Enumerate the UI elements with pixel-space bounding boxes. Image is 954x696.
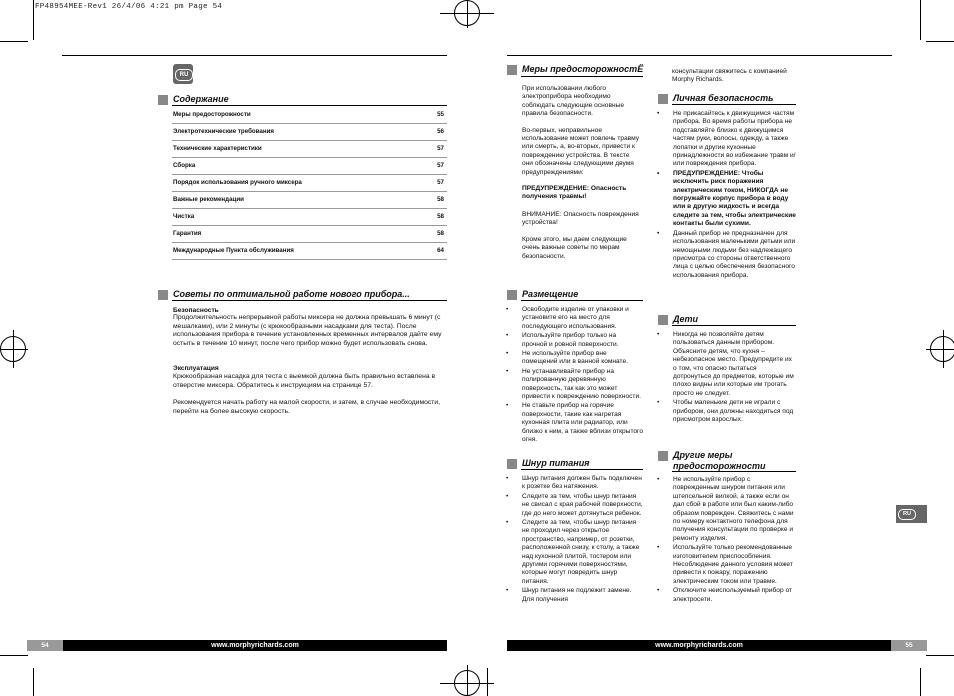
other-section-header <box>658 450 783 472</box>
page-number: 55 <box>891 640 927 651</box>
website-link[interactable]: www.morphyrichards.com <box>655 642 743 649</box>
crop-mark <box>33 0 34 40</box>
list-item: • Не прикасайтесь к движущимся частям прибора. Во время работы прибора не подставляйте близко к движущимся частям руки, волосы, одежду, а также лопатки и другие кухонные принадлежности во избежание травм и/или повреждения прибора. <box>657 110 796 169</box>
toc-label: Технические характеристики <box>173 145 262 152</box>
children-section-header <box>658 314 698 325</box>
list-item: • Отключите неиспользуемый прибор от электросети. <box>657 587 796 604</box>
precautions-p1: При использовании любого электроприбора необходимо соблюдать следующие основные правила безопасности. <box>522 85 625 118</box>
toc-page: 56 <box>437 128 444 135</box>
toc-page: 57 <box>437 162 444 169</box>
children-title: Дети <box>673 314 699 324</box>
toc-page: 58 <box>437 196 444 203</box>
precautions-title: Меры предосторожностЁ <box>522 64 644 74</box>
personal-section-header <box>658 93 774 104</box>
personal-title: Личная безопасность <box>673 93 774 103</box>
precautions-section-header <box>507 64 643 75</box>
print-header: FP48954MEE-Rev1 26/4/06 4:21 pm Page 54 <box>35 3 223 11</box>
footer-bar <box>63 640 447 651</box>
section-square-icon <box>658 451 668 461</box>
toc-row[interactable] <box>172 123 447 141</box>
safety-heading: Безопасность <box>173 307 219 314</box>
children-list <box>657 331 796 424</box>
placement-list <box>506 306 643 445</box>
section-square-icon <box>507 459 517 469</box>
list-item: • Освободите изделие от упаковки и установите его на место для последующего использования. <box>506 306 643 331</box>
section-underline <box>521 76 643 77</box>
section-square-icon <box>658 94 668 104</box>
crop-mark <box>33 668 34 696</box>
website-link[interactable]: www.morphyrichards.com <box>211 642 299 649</box>
other-list <box>657 476 796 604</box>
section-underline <box>172 300 447 301</box>
toc-label: Чистка <box>173 213 195 220</box>
section-underline <box>521 300 643 301</box>
crop-mark <box>926 655 954 656</box>
top-rule <box>62 55 447 56</box>
toc-row[interactable] <box>172 191 447 209</box>
crop-mark <box>920 0 921 40</box>
list-item: • Используйте только рекомендованные изготовителем приспособления. Несоблюдение данного условия может привести к пожару, поражению электрическим током или травме. <box>657 544 796 586</box>
tips-section-header <box>158 289 410 300</box>
lang-tab-label: RU <box>898 509 916 520</box>
toc-row[interactable] <box>172 140 447 158</box>
cord-continuation: консультации свяжитесь с компанией Morphy Richards. <box>672 68 787 84</box>
cord-section-header <box>507 458 590 469</box>
toc-label: Сборка <box>173 162 196 169</box>
list-item: • Используйте прибор только на прочной и ровной поверхности. <box>506 332 643 349</box>
list-item: • Не ставьте прибор на горячие поверхности, такие как нагретая кухонная плита или радиатор, или близко к ним, а также вблизи открытого огня. <box>506 402 643 444</box>
list-item: • Не используйте прибор вне помещений или в ванной комнате. <box>506 350 643 367</box>
list-item: • Чтобы маленькие дети не играли с прибором, они должны находиться под присмотром взрослых. <box>657 399 796 424</box>
toc-row[interactable] <box>172 157 447 175</box>
recommend-text: Рекомендуется начать работу на малой скорости, и затем, в случае необходимости, перейти на более высокую скорость. <box>173 399 441 415</box>
tips-title: Советы по оптимальной работе нового прибора... <box>173 289 410 299</box>
toc-label: Гарантия <box>173 230 202 237</box>
crop-mark <box>487 668 488 696</box>
personal-list <box>657 110 796 280</box>
placement-section-header <box>507 289 578 300</box>
operation-text: Крюкообразная насадка для теста с выемкой должна быть правильно вставлена в отверстие миксера. Обратитесь к инструкциям на странице 57. <box>173 373 436 389</box>
section-square-icon <box>507 65 517 75</box>
safety-text: Продолжительность непрерывной работы миксера не должна превышать 6 минут (с мешалками), или 2 минуты (с крюкообразными насадками для теста). После использования прибора в течение установленных временных интервалов дайте ему остыть в течение 10 минут, после чего прибор можно будет использовать снова. <box>173 314 442 347</box>
toc-page: 57 <box>437 145 444 152</box>
toc-row[interactable] <box>172 225 447 243</box>
other-title: Другие меры предосторожности <box>673 450 766 471</box>
toc-label: Порядок использования ручного миксера <box>173 179 302 186</box>
list-item: • Не устанавливайте прибор на полированную деревянную поверхность, так как это может привести к повреждению поверхности. <box>506 368 643 402</box>
section-square-icon <box>658 315 668 325</box>
warning-label: ПРЕДУПРЕЖДЕНИЕ: Опасность получения травмы! <box>522 185 627 201</box>
operation-heading: Эксплуатация <box>173 365 219 372</box>
section-underline <box>672 471 796 472</box>
top-rule <box>507 55 892 56</box>
placement-title: Размещение <box>522 289 579 299</box>
toc-page: 64 <box>437 247 444 254</box>
toc-label: Электротехнические требования <box>173 128 274 135</box>
list-item: • Шнур питания должен быть подключен к розетке без натяжения. <box>506 475 643 492</box>
toc-label: Важные рекомендации <box>173 196 244 203</box>
section-underline <box>672 325 796 326</box>
list-item: • Никогда не позволяйте детям пользоваться данным прибором. Объясните детям, что кухня – небезопасное место. Предупредите их о том, что опасно пытаться дотронуться до предметов, которые им плохо видны или которые им трогать просто не следует. <box>657 331 796 398</box>
cord-list <box>506 475 643 604</box>
toc-row[interactable] <box>172 106 447 124</box>
crop-mark <box>926 41 954 42</box>
precautions-p2: Во-первых, неправильное использование может повлечь травму или смерть, а, во-вторых, привести к повреждению устройства. В тексте они обозначены следующими двумя предупреждениями: <box>522 126 640 176</box>
list-item: • Шнур питания не подлежит замене. Для получения <box>506 587 643 604</box>
toc-section-header <box>158 94 229 105</box>
toc-row[interactable] <box>172 208 447 226</box>
list-item: • Данный прибор не предназначен для использования маленькими детьми или немощными людьми без надлежащего присмотра со стороны ответственного лица с целью обеспечения безопасного использования прибора. <box>657 230 796 280</box>
section-square-icon <box>507 290 517 300</box>
toc-row[interactable] <box>172 174 447 192</box>
footer-bar <box>507 640 891 651</box>
toc-label: Меры предосторожности <box>173 111 251 118</box>
attention-label: ВНИМАНИЕ: Опасность повреждения устройства! <box>522 210 639 227</box>
page-number: 54 <box>27 640 63 651</box>
toc-page: 58 <box>437 213 444 220</box>
toc-page: 57 <box>437 179 444 186</box>
list-item: • ПРЕДУПРЕЖДЕНИЕ: Чтобы исключить риск поражения электрическим током, НИКОГДА не погружайте корпус прибора в воду или в другую жидкость и всегда следите за тем, чтобы электрические контакты были сухими. <box>657 170 796 229</box>
toc-page: 58 <box>437 230 444 237</box>
section-square-icon <box>158 95 168 105</box>
precautions-p3: Кроме этого, мы даем следующие очень важные советы по мерам безопасности. <box>522 235 627 260</box>
section-underline <box>672 104 796 105</box>
list-item: • Следите за тем, чтобы шнур питания не свисал с края рабочей поверхности, где до него может дотянуться ребенок. <box>506 493 643 518</box>
crop-mark <box>0 655 28 656</box>
list-item: • Следите за тем, чтобы шнур питания не проходил через открытое пространство, например, от розетки, расположенной снизу, к столу, а также над кухонной плитой, тостером или другими горячими поверхностями, которые могут повредить шнур питания. <box>506 519 643 586</box>
crop-mark <box>920 668 921 696</box>
toc-label: Международные Пункта обслуживания <box>173 247 294 254</box>
cord-title: Шнур питания <box>522 458 590 468</box>
section-square-icon <box>158 290 168 300</box>
crop-mark <box>0 41 28 42</box>
list-item: • Не используйте прибор с поврежденным шнуром питания или штепсельной вилкой, а также если он дал сбой в работе или был каким-либо образом поврежден. Свяжитесь с нами по номеру контактного телефона для получения консультации по проверке и ремонту изделия. <box>657 476 796 543</box>
section-underline <box>521 469 643 470</box>
toc-page: 55 <box>437 111 444 118</box>
toc-row[interactable] <box>172 242 447 260</box>
lang-badge-label: RU <box>175 69 193 81</box>
toc-title: Содержание <box>173 94 229 104</box>
